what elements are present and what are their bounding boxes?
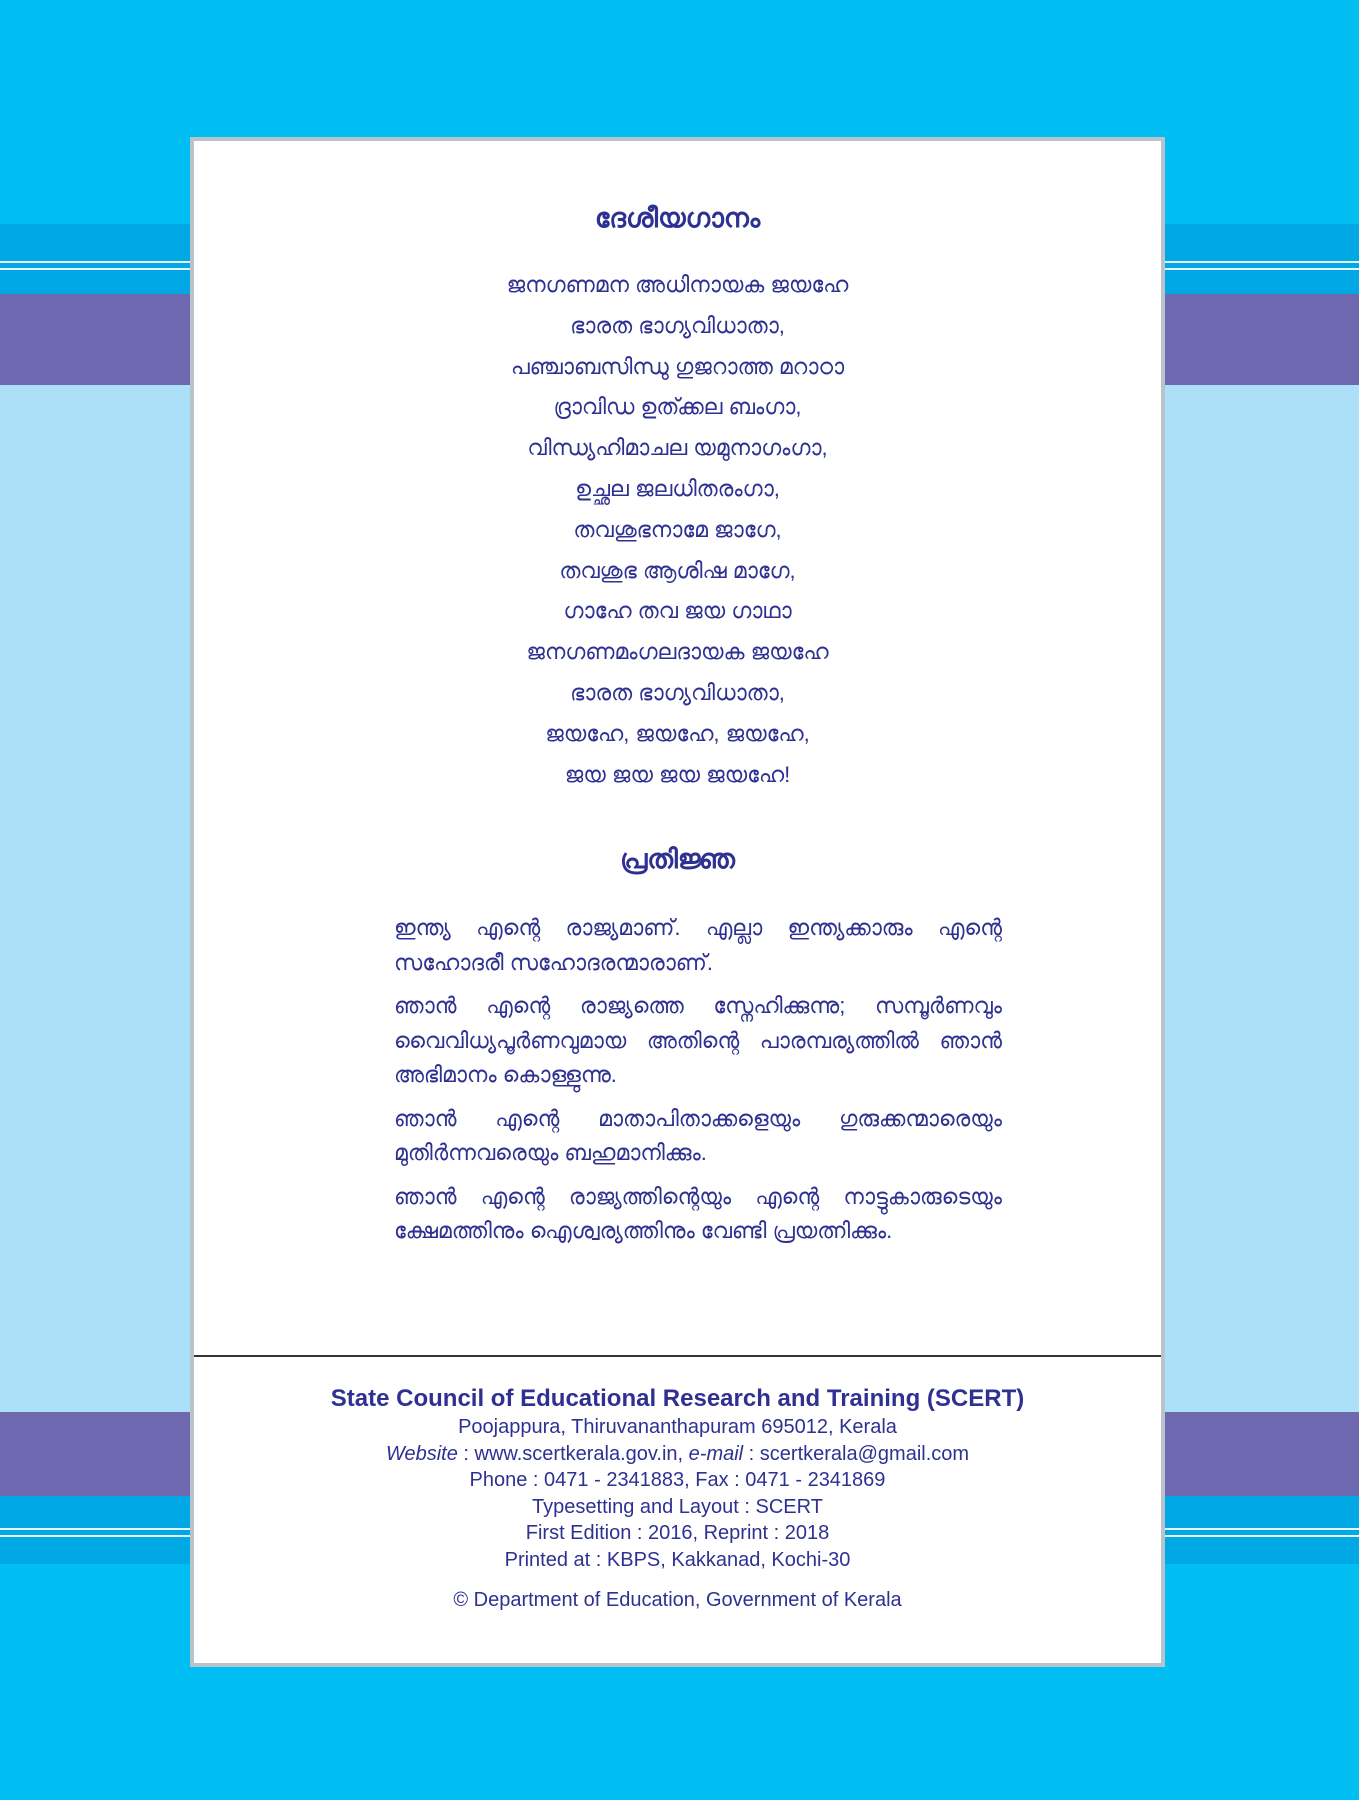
pledge-title: പ്രതിജ്ഞ xyxy=(620,844,735,874)
pledge-paragraph: ഞാൻ എന്റെ രാജ്യത്തെ സ്നേഹിക്കുന്നു; സമ്പൂർണവും വൈവിധ്യപൂർണവുമായ അതിന്റെ പാരമ്പര്യത്തിൽ ഞാൻ അഭിമാനം കൊള്ളുന്നു. xyxy=(394,993,1002,1087)
anthem-title: ദേശീയഗാനം xyxy=(594,203,761,233)
anthem-lyrics xyxy=(194,265,1161,795)
pledge-text xyxy=(394,911,1002,1258)
website: : www.scertkerala.gov.in, xyxy=(457,1442,689,1465)
anthem-line: ദ്രാവിഡ ഉത്ക്കല ബംഗാ, xyxy=(553,394,802,420)
divider xyxy=(194,1355,1161,1357)
pledge-paragraph: ഇന്ത്യ എന്റെ രാജ്യമാണ്. എല്ലാ ഇന്ത്യക്കാരും എന്റെ സഹോദരീ സഹോദരന്മാരാണ്. xyxy=(394,915,1002,975)
edition: First Edition : 2016, Reprint : 2018 xyxy=(525,1522,830,1544)
anthem-line: ഭാരത ഭാഗ്യവിധാതാ, xyxy=(570,679,785,705)
page-panel xyxy=(190,137,1165,1667)
anthem-line: വിന്ധ്യഹിമാചല യമുനാഗംഗാ, xyxy=(527,435,828,461)
website-label: Website xyxy=(385,1442,458,1465)
org-name: State Council of Educational Research and Training (SCERT) xyxy=(330,1385,1025,1412)
anthem-line: ജയ ജയ ജയ ജയഹേ! xyxy=(564,761,791,787)
anthem-line: ജയഹേ, ജയഹേ, ജയഹേ, xyxy=(545,720,810,746)
anthem-line: ജനഗണമന അധിനായക ജയഹേ xyxy=(506,272,849,297)
anthem-line: ഭാരത ഭാഗ്യവിധാതാ, xyxy=(570,312,785,338)
anthem-line: തവശുഭനാമേ ജാഗേ, xyxy=(573,516,782,542)
anthem-line: ജനഗണമംഗലദായക ജയഹേ xyxy=(526,639,829,665)
anthem-line: ഗാഹേ തവ ജയ ഗാഥാ xyxy=(563,598,792,624)
copyright: © Department of Education, Government of Kerala xyxy=(453,1589,902,1611)
contact-line xyxy=(194,1441,1161,1468)
typesetting: Typesetting and Layout : SCERT xyxy=(532,1495,823,1518)
publisher-info xyxy=(194,1384,1161,1614)
anthem-line: പഞ്ചാബസിന്ധു ഗുജറാത്ത മറാഠാ xyxy=(510,353,845,379)
printer: Printed at : KBPS, Kakkanad, Kochi-30 xyxy=(504,1548,851,1571)
address: Poojappura, Thiruvananthapuram 695012, Kerala xyxy=(458,1416,897,1438)
anthem-line: തവശുഭ ആശിഷ മാഗേ, xyxy=(559,557,796,583)
anthem-line: ഉച്ഛല ജലധിതരംഗാ, xyxy=(575,475,780,501)
pledge-paragraph: ഞാൻ എന്റെ മാതാപിതാക്കളെയും ഗുരുക്കന്മാരെയും മുതിർന്നവരെയും ബഹുമാനിക്കും. xyxy=(394,1105,1002,1165)
pledge-paragraph: ഞാൻ എന്റെ രാജ്യത്തിന്റെയും എന്റെ നാട്ടുകാരുടെയും ക്ഷേമത്തിനും ഐശ്വര്യത്തിനും വേണ്ടി പ്രയത്നിക്കും. xyxy=(394,1183,1002,1243)
email: : scertkerala@gmail.com xyxy=(743,1442,970,1465)
email-label: e-mail xyxy=(688,1442,744,1465)
phone: Phone : 0471 - 2341883, Fax : 0471 - 2341869 xyxy=(469,1469,886,1491)
